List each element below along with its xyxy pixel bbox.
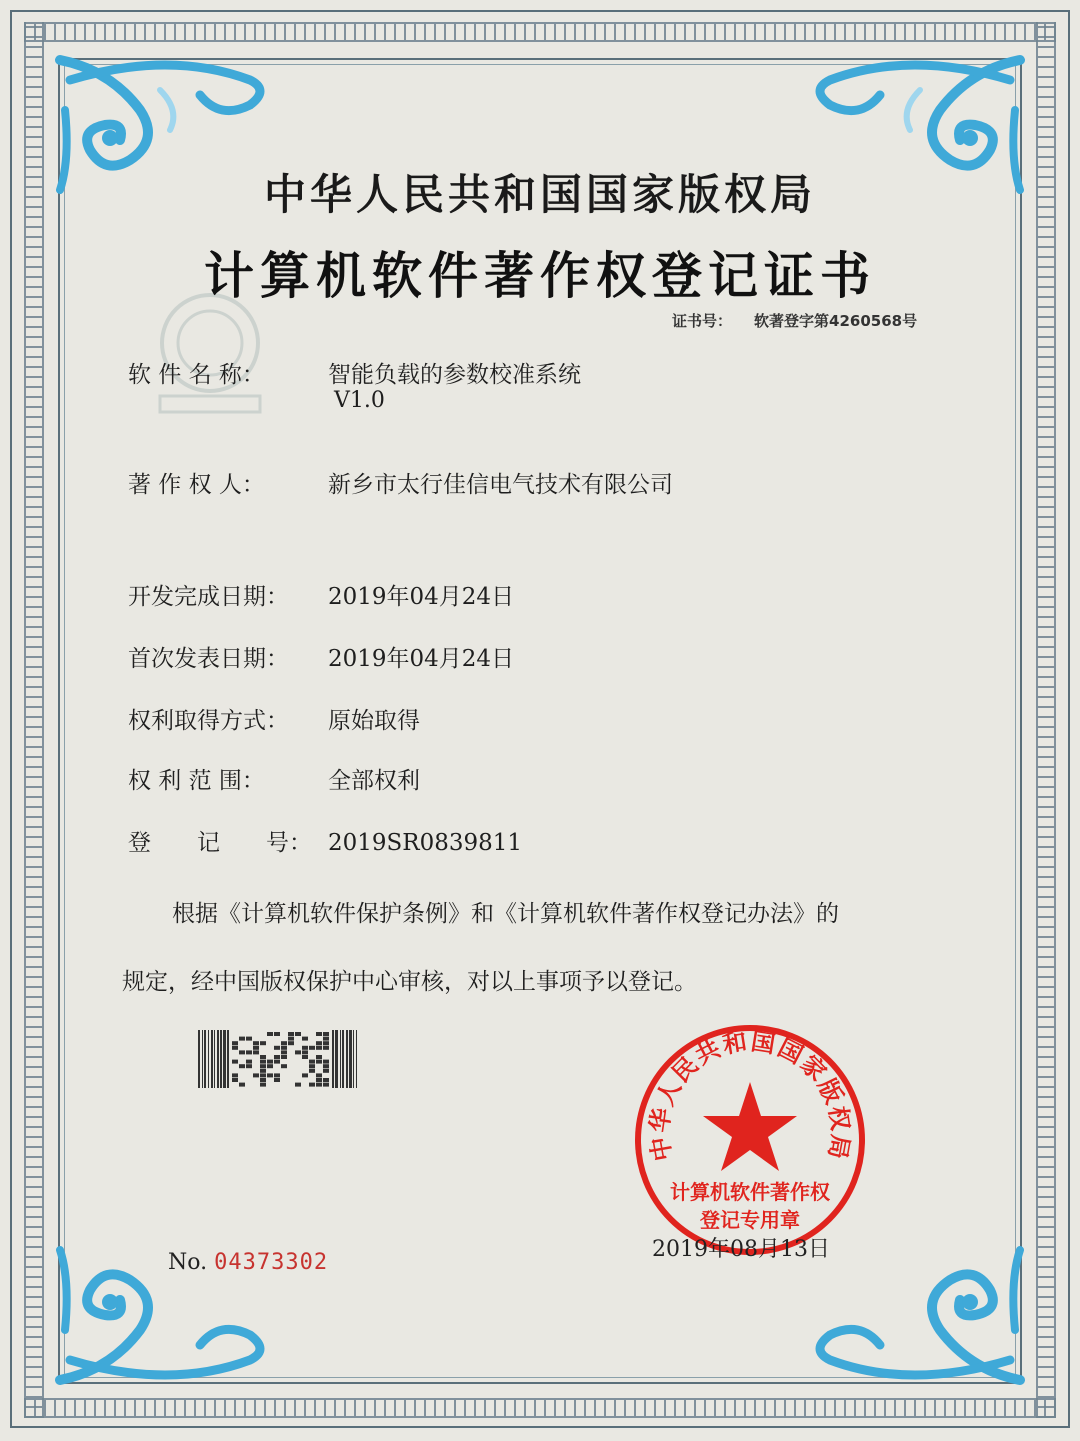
seal-line-1: 计算机软件著作权 [670,1180,830,1204]
field-label: 软 件 名 称： [128,362,265,388]
field-label: 首次发表日期： [128,646,289,672]
field-label: 权 利 范 围： [128,768,265,794]
statement-line: 规定，经中国版权保护中心审核，对以上事项予以登记。 [122,969,697,995]
serial-value: 04373302 [214,1250,329,1275]
field-software-name [128,356,581,389]
certificate-title: 计算机软件著作权登记证书 [204,247,876,305]
field-acquisition-method [128,702,420,735]
barcode-icon [198,1030,358,1088]
certificate-number-label: 证书号： [672,312,733,330]
greek-key-border-bottom [24,1398,1056,1418]
seal-line-2: 登记专用章 [700,1208,800,1232]
field-value: 2019年04月24日 [328,646,515,672]
svg-text:中华人民共和国国家版权局: 中华人民共和国国家版权局 [645,1027,855,1164]
greek-key-border-left [24,22,44,1418]
field-value: 原始取得 [328,708,420,734]
statement-line: 根据《计算机软件保护条例》和《计算机软件著作权登记办法》的 [172,901,839,927]
serial-number [168,1250,328,1275]
field-software-version: V1.0 [334,388,385,413]
field-registration-number [128,824,522,857]
field-label: 开发完成日期： [128,584,289,610]
field-value: 2019年04月24日 [328,584,515,610]
field-label: 登 记 号： [128,830,312,856]
serial-prefix: No. [168,1250,208,1275]
field-publication-date [128,640,514,673]
field-rights-scope [128,762,420,795]
corner-ornament-icon [800,1240,1030,1390]
field-value: 新乡市太行佳信电气技术有限公司 [328,472,673,498]
field-copyright-owner [128,466,673,499]
field-label: 著 作 权 人： [128,472,265,498]
greek-key-border-top [24,22,1056,42]
issue-date: 2019年08月13日 [652,1237,830,1262]
field-development-date [128,578,514,611]
issuer-heading: 中华人民共和国国家版权局 [263,170,816,219]
certificate-number [672,310,939,331]
statement-paragraph [122,880,962,1016]
field-label: 权利取得方式： [128,708,289,734]
certificate-number-value: 软著登字第4260568号 [754,312,918,330]
greek-key-border-right [1036,22,1056,1418]
field-value: 智能负载的参数校准系统 [328,362,581,388]
field-value: 2019SR0839811 [328,830,523,856]
field-value: 全部权利 [328,768,420,794]
